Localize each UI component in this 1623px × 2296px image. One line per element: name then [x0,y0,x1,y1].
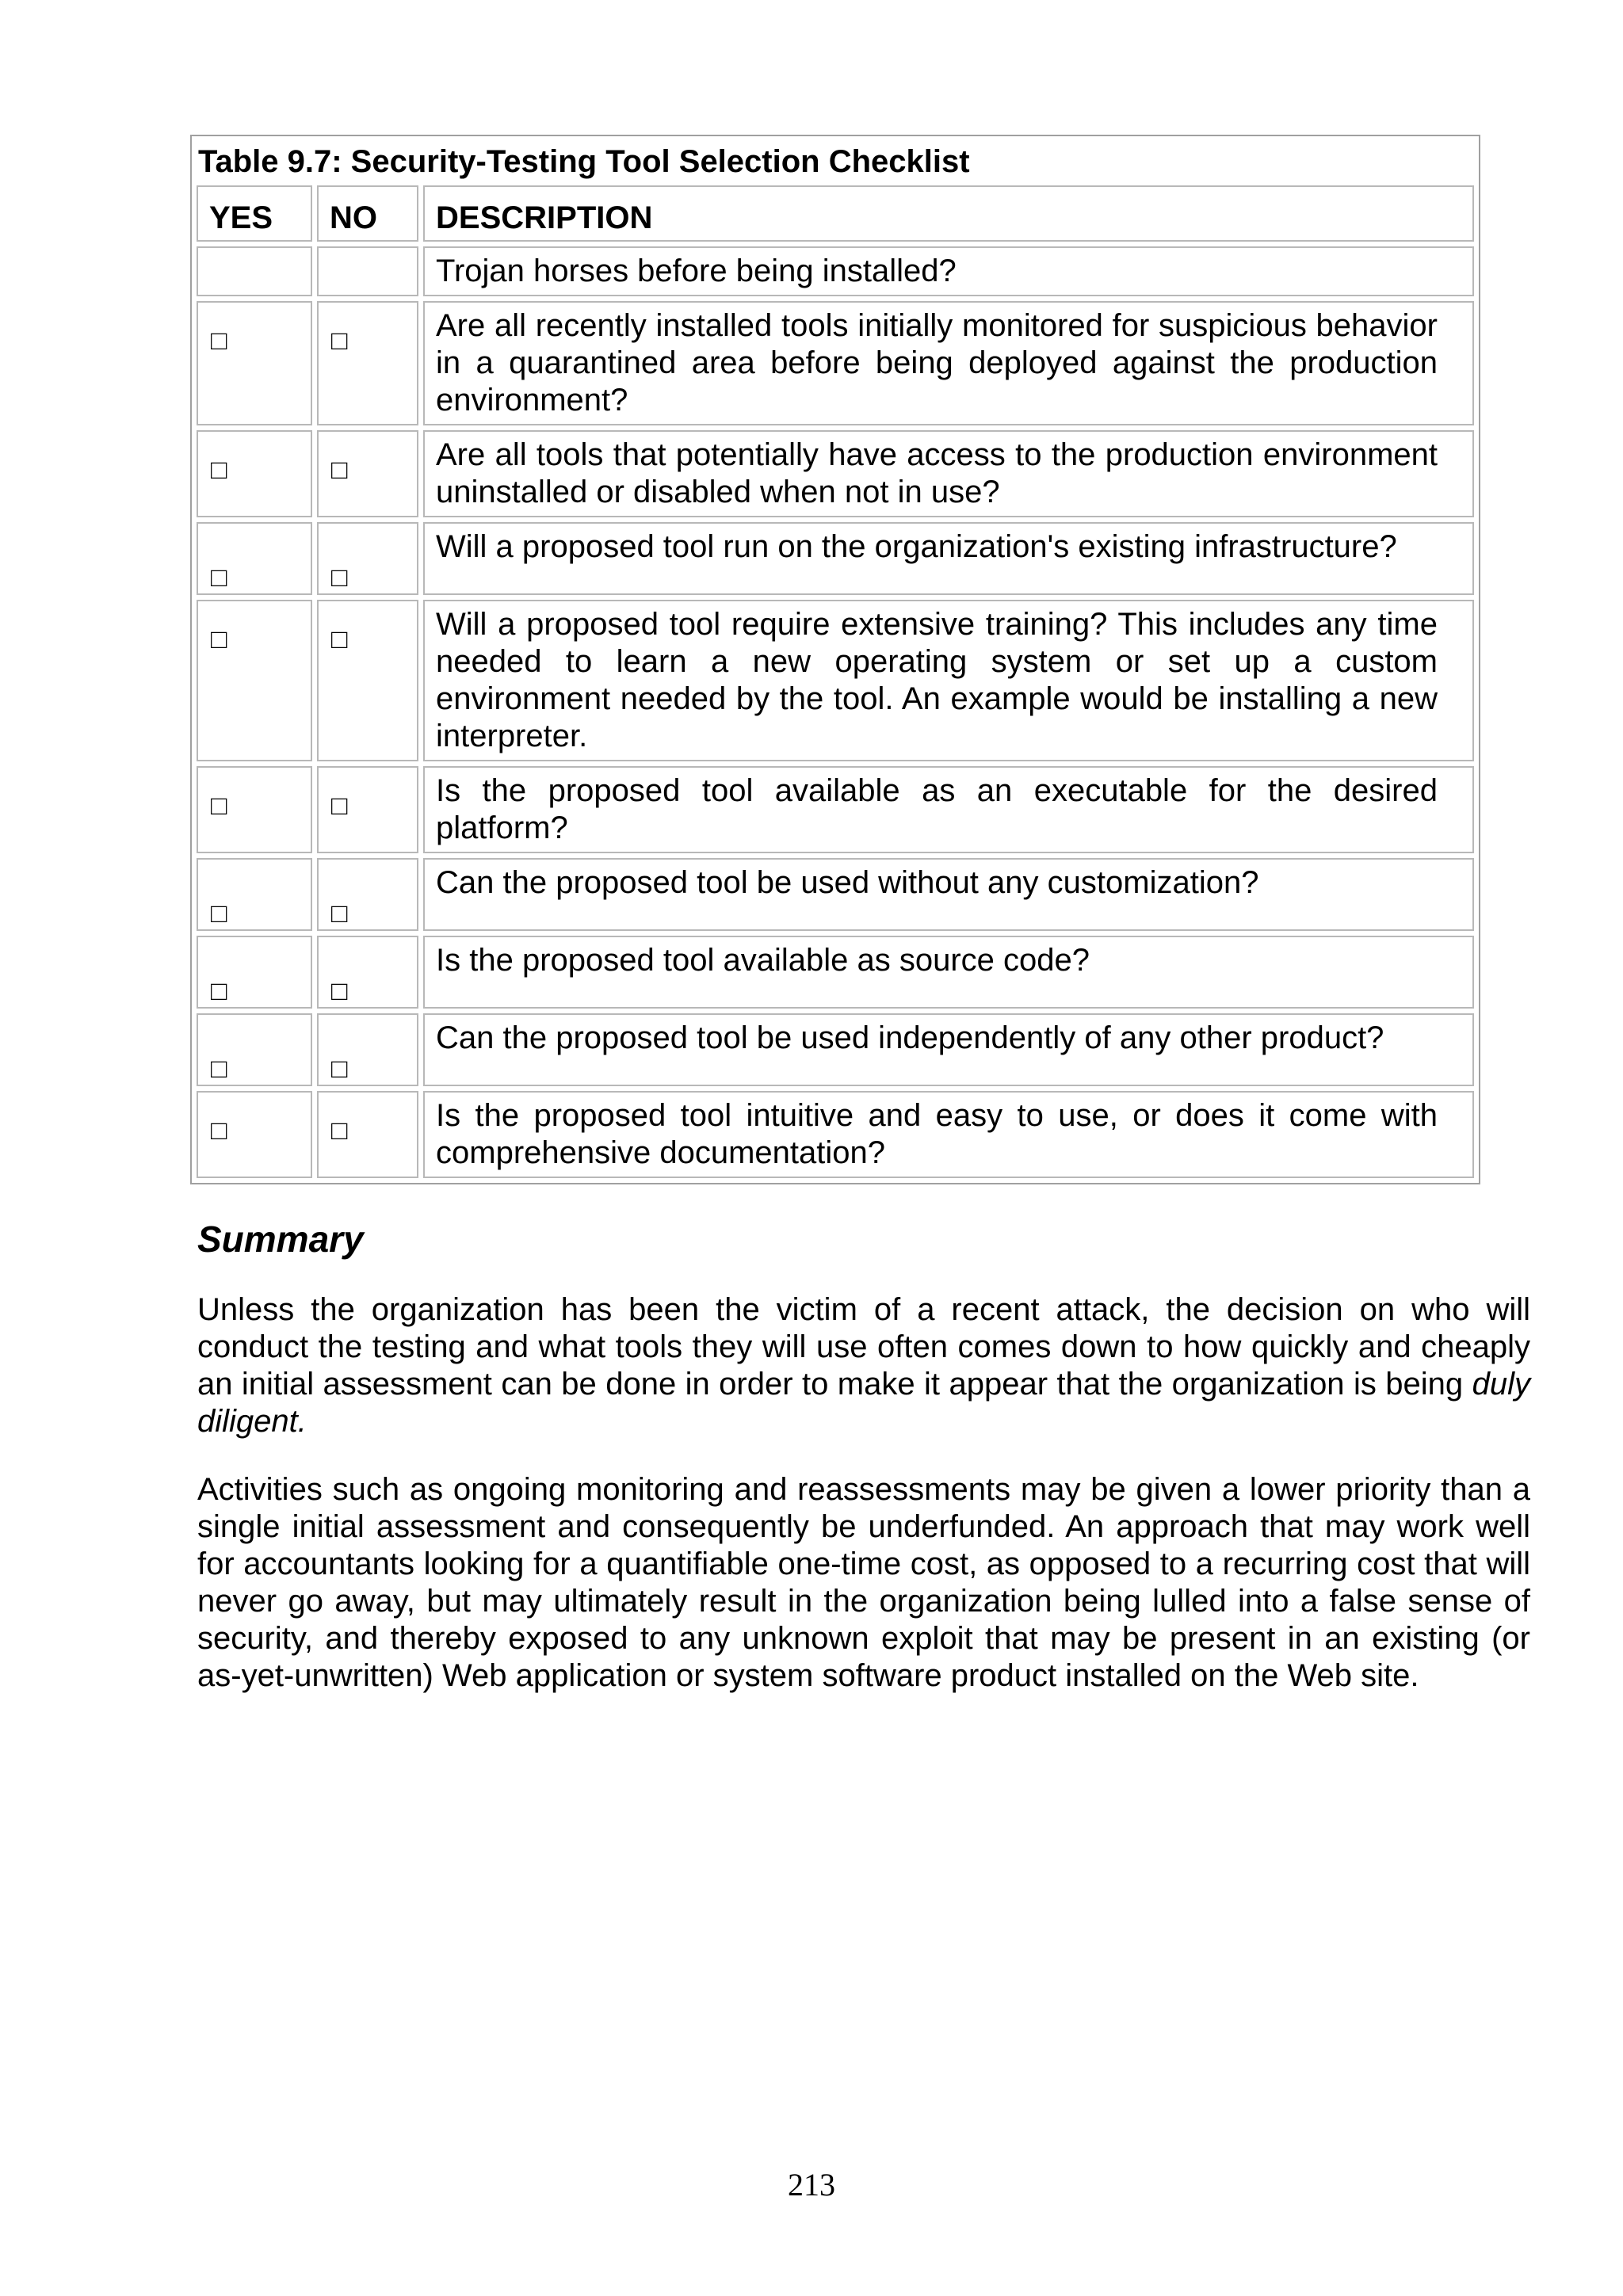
header-no: NO [317,185,418,242]
no-cell [317,858,418,931]
row-description: Trojan horses before being installed? [423,246,1474,296]
header-yes: YES [197,185,312,242]
no-cell [317,522,418,595]
yes-checkbox[interactable]: □ [211,1054,227,1084]
row-description: Can the proposed tool be used without any customization? [423,858,1474,931]
yes-cell [197,1091,312,1178]
yes-cell [197,430,312,517]
table-row [197,1013,1474,1086]
no-cell-empty [317,246,418,296]
no-checkbox[interactable]: □ [331,326,348,356]
table-row [197,1091,1474,1178]
table-row [197,858,1474,931]
yes-cell [197,936,312,1009]
no-checkbox[interactable]: □ [331,1054,348,1084]
table-row [197,522,1474,595]
no-cell [317,936,418,1009]
summary-paragraph-1-text: Unless the organization has been the victim of a recent attack, the decision on who will conduct the testing and what tools they will use often comes down to how quickly and cheaply an initial assessment can be done in order to make it appear that the organization is being [197,1292,1530,1402]
row-description: Will a proposed tool require extensive training? This includes any time needed to learn a new operating system or set up a custom environment needed by the tool. An example would be installing a new interpreter. [423,600,1474,761]
no-checkbox[interactable]: □ [331,455,348,485]
row-description: Is the proposed tool available as an executable for the desired platform? [423,766,1474,853]
yes-checkbox[interactable]: □ [211,624,227,654]
yes-cell [197,766,312,853]
header-row [197,185,1474,242]
table-row [197,301,1474,425]
no-cell [317,600,418,761]
header-description: DESCRIPTION [423,185,1474,242]
yes-checkbox[interactable]: □ [211,563,227,593]
summary-paragraph-1-emphasis: duly diligent. [197,1367,1530,1439]
checklist-grid [192,181,1479,1183]
row-description: Are all tools that potentially have access to the production environment uninstalled or disabled when not in use? [423,430,1474,517]
yes-cell [197,522,312,595]
table-row [197,936,1474,1009]
row-description: Are all recently installed tools initially monitored for suspicious behavior in a quarantined area before being deployed against the production environment? [423,301,1474,425]
table-row [197,246,1474,296]
security-testing-checklist-table [190,135,1480,1184]
row-description: Will a proposed tool run on the organization's existing infrastructure? [423,522,1474,595]
no-cell [317,1091,418,1178]
yes-cell-empty [197,246,312,296]
no-checkbox[interactable]: □ [331,563,348,593]
yes-checkbox[interactable]: □ [211,1116,227,1146]
no-checkbox[interactable]: □ [331,624,348,654]
no-checkbox[interactable]: □ [331,791,348,821]
table-row [197,766,1474,853]
yes-checkbox[interactable]: □ [211,898,227,929]
summary-heading: Summary [197,1219,364,1260]
yes-checkbox[interactable]: □ [211,791,227,821]
table-caption: Table 9.7: Security-Testing Tool Selection Checklist [198,144,970,179]
yes-cell [197,600,312,761]
no-cell [317,301,418,425]
yes-cell [197,1013,312,1086]
summary-paragraph-2: Activities such as ongoing monitoring and reassessments may be given a lower priority than a single initial assessment and consequently be underfunded. An approach that may work well for accountants looking for a quantifiable one-time cost, as opposed to a recurring cost that will never go away, but may ultimately result in the organization being lulled into a false sense of security, and thereby exposed to any unknown exploit that may be present in an existing (or as-yet-unwritten) Web application or system software product installed on the Web site. [197,1472,1530,1693]
yes-checkbox[interactable]: □ [211,326,227,356]
yes-checkbox[interactable]: □ [211,976,227,1006]
table-row [197,430,1474,517]
row-description: Is the proposed tool intuitive and easy to use, or does it come with comprehensive documentation? [423,1091,1474,1178]
yes-cell [197,858,312,931]
yes-cell [197,301,312,425]
summary-paragraph-1 [197,1291,1530,1440]
no-cell [317,766,418,853]
no-cell [317,1013,418,1086]
no-checkbox[interactable]: □ [331,898,348,929]
row-description: Can the proposed tool be used independently of any other product? [423,1013,1474,1086]
no-cell [317,430,418,517]
row-description: Is the proposed tool available as source code? [423,936,1474,1009]
no-checkbox[interactable]: □ [331,1116,348,1146]
page-number: 213 [788,2167,835,2203]
table-row [197,600,1474,761]
no-checkbox[interactable]: □ [331,976,348,1006]
yes-checkbox[interactable]: □ [211,455,227,485]
